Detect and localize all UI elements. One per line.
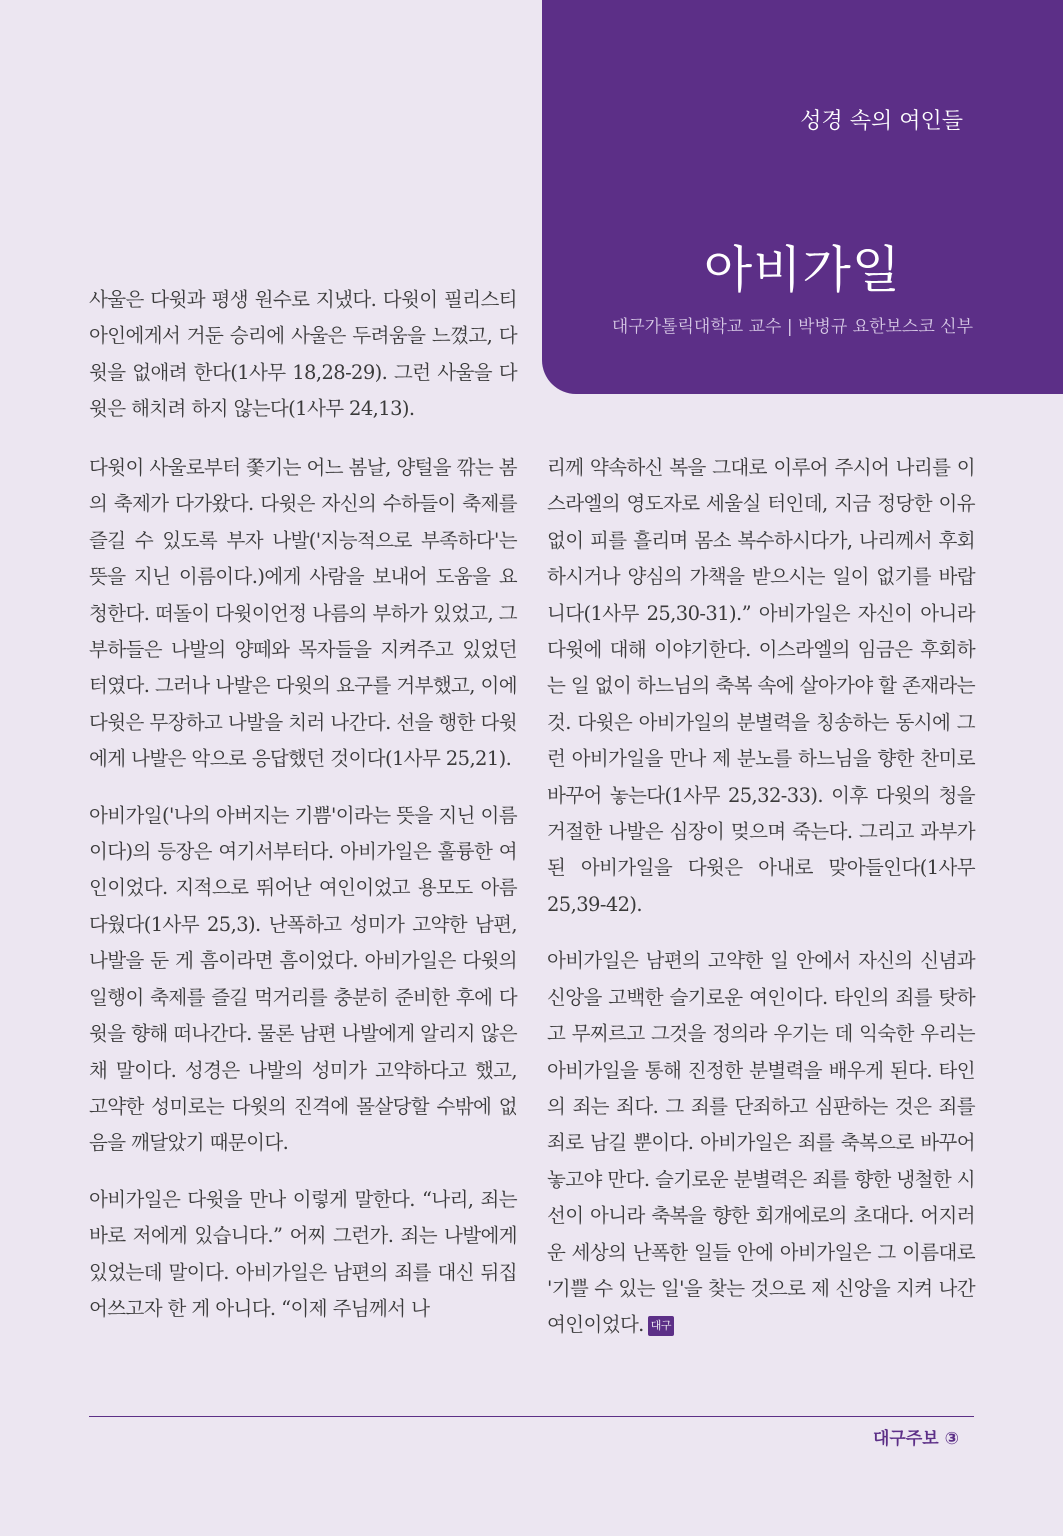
body-paragraph-text: 아비가일은 남편의 고약한 일 안에서 자신의 신념과 신앙을 고백한 슬기로운 여인이다. 타인의 죄를 탓하고 무찌르고 그것을 정의라 우기는 데 익숙한 우리는 아비가일을 통해 진정한 분별력을 배우게 된다. 타인의 죄는 죄다. 그 죄를 단죄하고 심판하는 것은 죄를 죄로 남길 뿐이다. 아비가일은 죄를 축복으로 바꾸어놓고야 만다. 슬기로운 분별력은 죄를 향한 냉철한 시선이 아니라 축복을 향한 회개에로의 초대다. 어지러운 세상의 난폭한 일들 안에 아비가일은 그 이름대로 '기쁠 수 있는 일'을 찾는 것으로 제 신앙을 지켜 나간 여인이었다. (547, 949, 975, 1337)
body-paragraph: 아비가일은 다윗을 만나 이렇게 말한다. “나리, 죄는 바로 저에게 있습니다.” 어찌 그런가. 죄는 나발에게 있었는데 말이다. 아비가일은 남편의 죄를 대신 뒤집어쓰고자 한 게 아니다. “이제 주님께서 나 (89, 1187, 517, 1320)
right-column (547, 450, 975, 1344)
intro-paragraph-block (89, 282, 517, 428)
end-mark-icon: 대구 (648, 1316, 674, 1336)
author-byline: 대구가톨릭대학교 교수 | 박병규 요한보스코 신부 (611, 317, 973, 337)
page-footer: 대구주보 ③ (873, 1429, 959, 1449)
body-paragraph: 다윗이 사울로부터 쫓기는 어느 봄날, 양털을 깎는 봄의 축제가 다가왔다. 다윗은 자신의 수하들이 축제를 즐길 수 있도록 부자 나발('지능적으로 부족하다'는 뜻을 지닌 이름이다.)에게 사람을 보내어 도움을 요청한다. 떠돌이 다윗이언정 나름의 부하가 있었고, 그 부하들은 나발의 양떼와 목자들을 지켜주고 있었던 터였다. 그러나 나발은 다윗의 요구를 거부했고, 이에 다윗은 무장하고 나발을 치러 나간다. 선을 행한 다윗에게 나발은 악으로 응답했던 것이다(1사무 25,21). (89, 456, 517, 771)
article-title: 아비가일 (703, 241, 902, 299)
intro-paragraph: 사울은 다윗과 평생 원수로 지냈다. 다윗이 필리스티아인에게서 거둔 승리에 사울은 두려움을 느꼈고, 다윗을 없애려 한다(1사무 18,28-29). 그런 사울을 다윗은 해치려 하지 않는다(1사무 24,13). (89, 288, 517, 421)
series-title: 성경 속의 여인들 (800, 109, 963, 134)
body-paragraph-last (547, 943, 975, 1343)
body-paragraph: 리께 약속하신 복을 그대로 이루어 주시어 나리를 이스라엘의 영도자로 세울실 터인데, 지금 정당한 이유 없이 피를 흘리며 몸소 복수하시다가, 나리께서 후회하시거나 양심의 가책을 받으시는 일이 없기를 바랍니다(1사무 25,30-31).” 아비가일은 자신이 아니라 다윗에 대해 이야기한다. 이스라엘의 임금은 후회하는 일 없이 하느님의 축복 속에 살아가야 할 존재라는 것. 다윗은 아비가일의 분별력을 칭송하는 동시에 그런 아비가일을 만나 제 분노를 하느님을 향한 찬미로 바꾸어 놓는다(1사무 25,32-33). 이후 다윗의 청을 거절한 나발은 심장이 멎으며 죽는다. 그리고 과부가 된 아비가일을 다윗은 아내로 맞아들인다(1사무 25,39-42). (547, 456, 975, 916)
body-paragraph: 아비가일('나의 아버지는 기쁨'이라는 뜻을 지닌 이름이다)의 등장은 여기서부터다. 아비가일은 훌륭한 여인이었다. 지적으로 뛰어난 여인이었고 용모도 아름다웠다(1사무 25,3). 난폭하고 성미가 고약한 남편, 나발을 둔 게 흠이라면 흠이었다. 아비가일은 다윗의 일행이 축제를 즐길 먹거리를 충분히 준비한 후에 다윗을 향해 떠나간다. 물론 남편 나발에게 알리지 않은 채 말이다. 성경은 나발의 성미가 고약하다고 했고, 고약한 성미로는 다윗의 진격에 몰살당할 수밖에 없음을 깨달았기 때문이다. (89, 803, 517, 1155)
footer-divider (89, 1416, 974, 1417)
left-column (89, 450, 517, 1327)
header-panel (542, 0, 1063, 394)
